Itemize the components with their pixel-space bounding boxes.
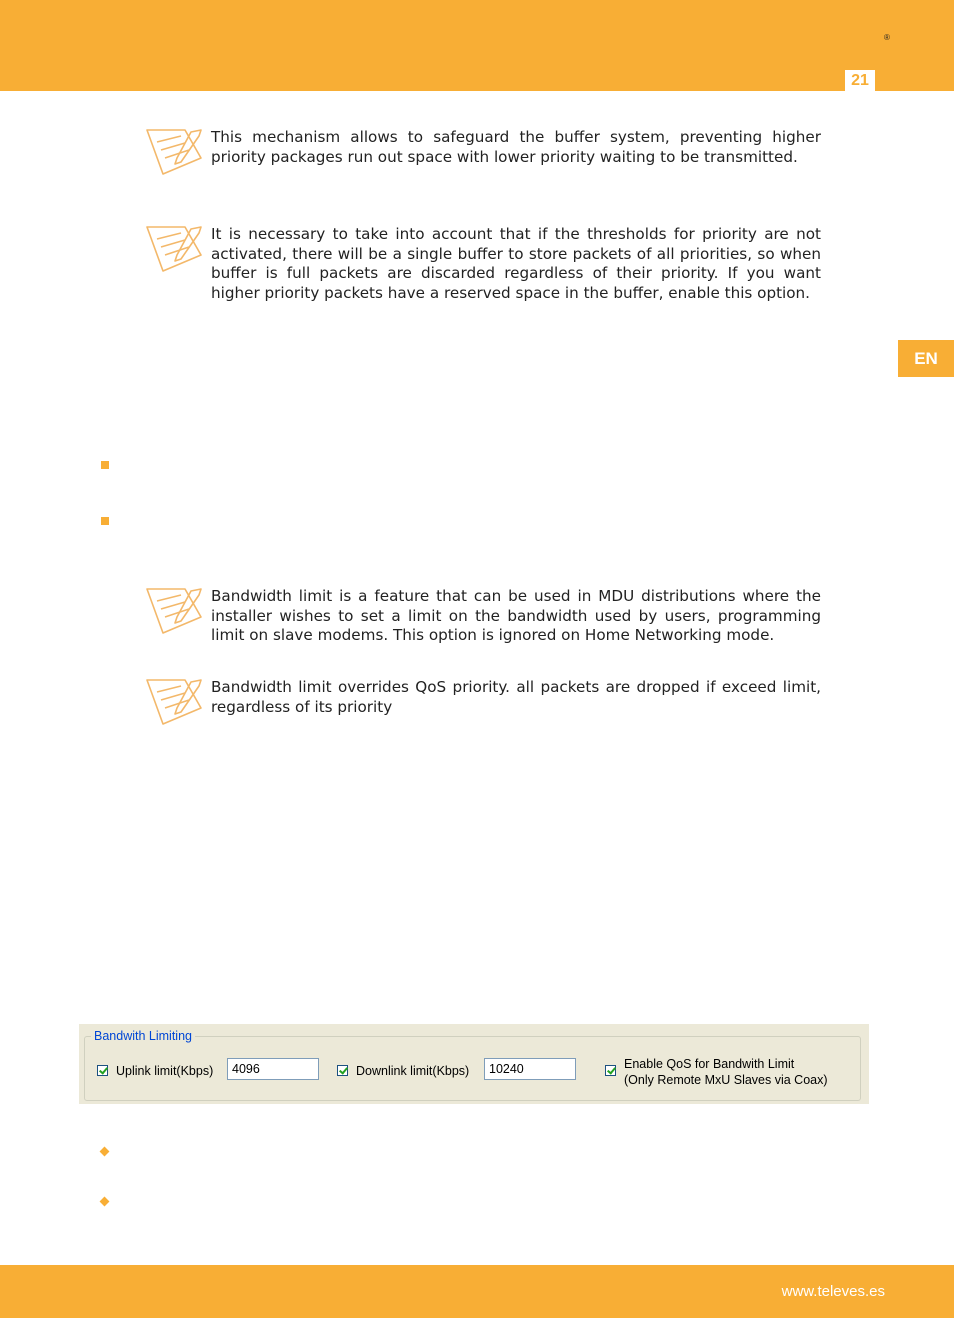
- language-tab: EN: [898, 340, 954, 377]
- enable-qos-label: Enable QoS for Bandwith Limit: [624, 1057, 795, 1071]
- note-text: It is necessary to take into account that if the thresholds for priority are not activated, there will be a single buffer to store packets of all priorities, so when buffer is full packets are discarded regardless of their priority. If you want higher priority packets have a reserved space in the buffer, enable this option.: [211, 225, 821, 302]
- downlink-limit-label: Downlink limit(Kbps): [356, 1064, 470, 1078]
- page-number: 21: [845, 70, 875, 91]
- page-header: [0, 0, 954, 91]
- uplink-limit-checkbox[interactable]: [97, 1065, 108, 1076]
- note-3: [145, 587, 821, 646]
- downlink-limit-input[interactable]: 10240: [484, 1058, 576, 1080]
- square-bullet-icon: [101, 517, 109, 525]
- note-pencil-icon: [145, 128, 203, 176]
- note-text: Bandwidth limit is a feature that can be used in MDU distributions where the installer wishes to set a limit on the bandwidth used by users, programming limit on slave modems. This option is ignored on Home Networking mode.: [211, 587, 821, 645]
- groupbox-title: Bandwith Limiting: [91, 1029, 195, 1043]
- square-bullet-icon: [101, 461, 109, 469]
- note-text: Bandwidth limit overrides QoS priority. all packets are dropped if exceed limit, regardless of its priority: [211, 678, 821, 716]
- downlink-limit-checkbox[interactable]: [337, 1065, 348, 1076]
- diamond-bullet-icon: [100, 1197, 110, 1207]
- uplink-limit-input[interactable]: 4096: [227, 1058, 319, 1080]
- note-pencil-icon: [145, 678, 203, 726]
- page-footer: [0, 1265, 954, 1318]
- note-pencil-icon: [145, 587, 203, 635]
- uplink-limit-label: Uplink limit(Kbps): [116, 1064, 214, 1078]
- note-2: [145, 225, 821, 303]
- note-1: [145, 128, 821, 167]
- diamond-bullet-icon: [100, 1147, 110, 1157]
- bandwidth-limiting-panel: [79, 1024, 869, 1104]
- note-4: [145, 678, 821, 717]
- note-pencil-icon: [145, 225, 203, 273]
- enable-qos-checkbox[interactable]: [605, 1065, 616, 1076]
- registered-mark: ®: [884, 33, 890, 42]
- enable-qos-sublabel: (Only Remote MxU Slaves via Coax): [624, 1073, 828, 1087]
- note-text: This mechanism allows to safeguard the buffer system, preventing higher priority packages run out space with lower priority waiting to be transmitted.: [211, 128, 821, 166]
- footer-url[interactable]: www.televes.es: [781, 1283, 885, 1300]
